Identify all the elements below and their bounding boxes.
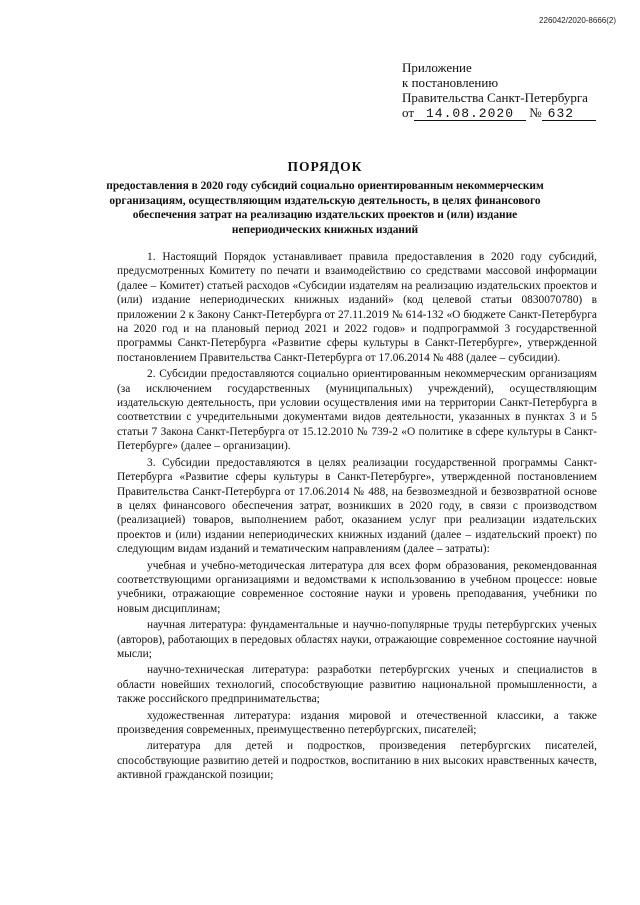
appendix-line-2: к постановлению: [402, 75, 499, 90]
list-item-fiction: художественная литература: издания мировой и отечественной классики, а также произведения современных, преимущественно петербургских, писателей;: [117, 709, 597, 736]
document-title: ПОРЯДОК: [287, 159, 363, 174]
document-title-block: [90, 158, 560, 237]
paragraph-2: 2. Субсидии предоставляются социально ориентированным некоммерческим организациям (за исключением государственных (муниципальных) учреждений), осуществляющим издательскую деятельность, при условии осуществления ими на территории Санкт-Петербурга в соответствии с учредительными документами видов деятельности, указанных в пунктах 3 и 5 статьи 7 Закона Санкт-Петербурга от 15.12.2010 № 739-2 «О политике в сфере культуры в Санкт-Петербурге» (далее – организации).: [117, 368, 597, 453]
decree-date: 14.08.2020: [414, 107, 526, 121]
appendix-header: [402, 60, 617, 121]
appendix-date-line: [402, 105, 617, 121]
paragraph-1: 1. Настоящий Порядок устанавливает правила предоставления в 2020 году субсидий, предусмотренных Комитету по печати и взаимодействию со средствами массовой информации (далее – Комитет) статьей расходов «Субсидии издателям на реализацию издательских проектов и (или) издание непериодических книжных изданий» (код целевой статьи 0830070780) в приложении 2 к Закону Санкт-Петербурга от 27.11.2019 № 614-132 «О бюджете Санкт-Петербурга на 2020 год и на плановый период 2021 и 2022 годов» и подпрограммой 3 государственной программы Санкт-Петербурга «Развитие сферы культуры в Санкт-Петербурге», утвержденной постановлением Правительства Санкт-Петербурга от 17.06.2014 № 488 (далее – субсидии).: [117, 251, 597, 364]
appendix-line-3: Правительства Санкт-Петербурга: [402, 90, 588, 105]
paragraph-3: 3. Субсидии предоставляются в целях реализации государственной программы Санкт-Петербурга «Развитие сферы культуры в Санкт-Петербурге», утвержденной постановлением Правительства Санкт-Петербурга от 17.06.2014 № 488, на безвозмездной и безвозвратной основе в целях финансового обеспечения затрат, возникших в 2020 году, в связи с производством (реализацией) товаров, выполнением работ, оказанием услуг при реализации издательских проектов и (или) издании непериодических книжных изданий (далее – издательский проект) по следующим видам изданий и тематическим направлениям (далее – затраты):: [117, 456, 597, 556]
list-item-educational: учебная и учебно-методическая литература для всех форм образования, рекомендованная соответствующими организациями и ведомствами к использованию в учебном процессе: новые учебники, отражающие современное состояние науки и уровень преподавания, учебники по новым дисциплинам;: [117, 559, 597, 615]
document-code: 226042/2020-8666(2): [539, 16, 616, 25]
list-item-children: литература для детей и подростков, произведения петербургских писателей, способствующие развитию детей и подростков, воспитанию в них высоких нравственных качеств, активной гражданской позиции;: [117, 740, 597, 782]
document-body: [117, 250, 597, 785]
appendix-line-1: Приложение: [402, 60, 472, 75]
from-label: от: [402, 105, 415, 120]
list-item-scientific: научная литература: фундаментальные и научно-популярные труды петербургских ученых (авторов), работающих в передовых областях науки, отражающие современное состояние научной мысли;: [117, 619, 597, 660]
document-subtitle: предоставления в 2020 году субсидий социально ориентированным некоммерческим организациям, осуществляющим издательскую деятельность, в целях финансового обеспечения затрат на реализацию издательских проектов и (или) издание непериодических книжных изданий: [106, 180, 544, 236]
list-item-technical: научно-техническая литература: разработки петербургских ученых и специалистов в области новейших технологий, способствующие развитию национальной промышленности, а также российского предпринимательства;: [117, 664, 597, 706]
number-sign: №: [529, 105, 542, 120]
decree-number: 632: [542, 107, 596, 121]
